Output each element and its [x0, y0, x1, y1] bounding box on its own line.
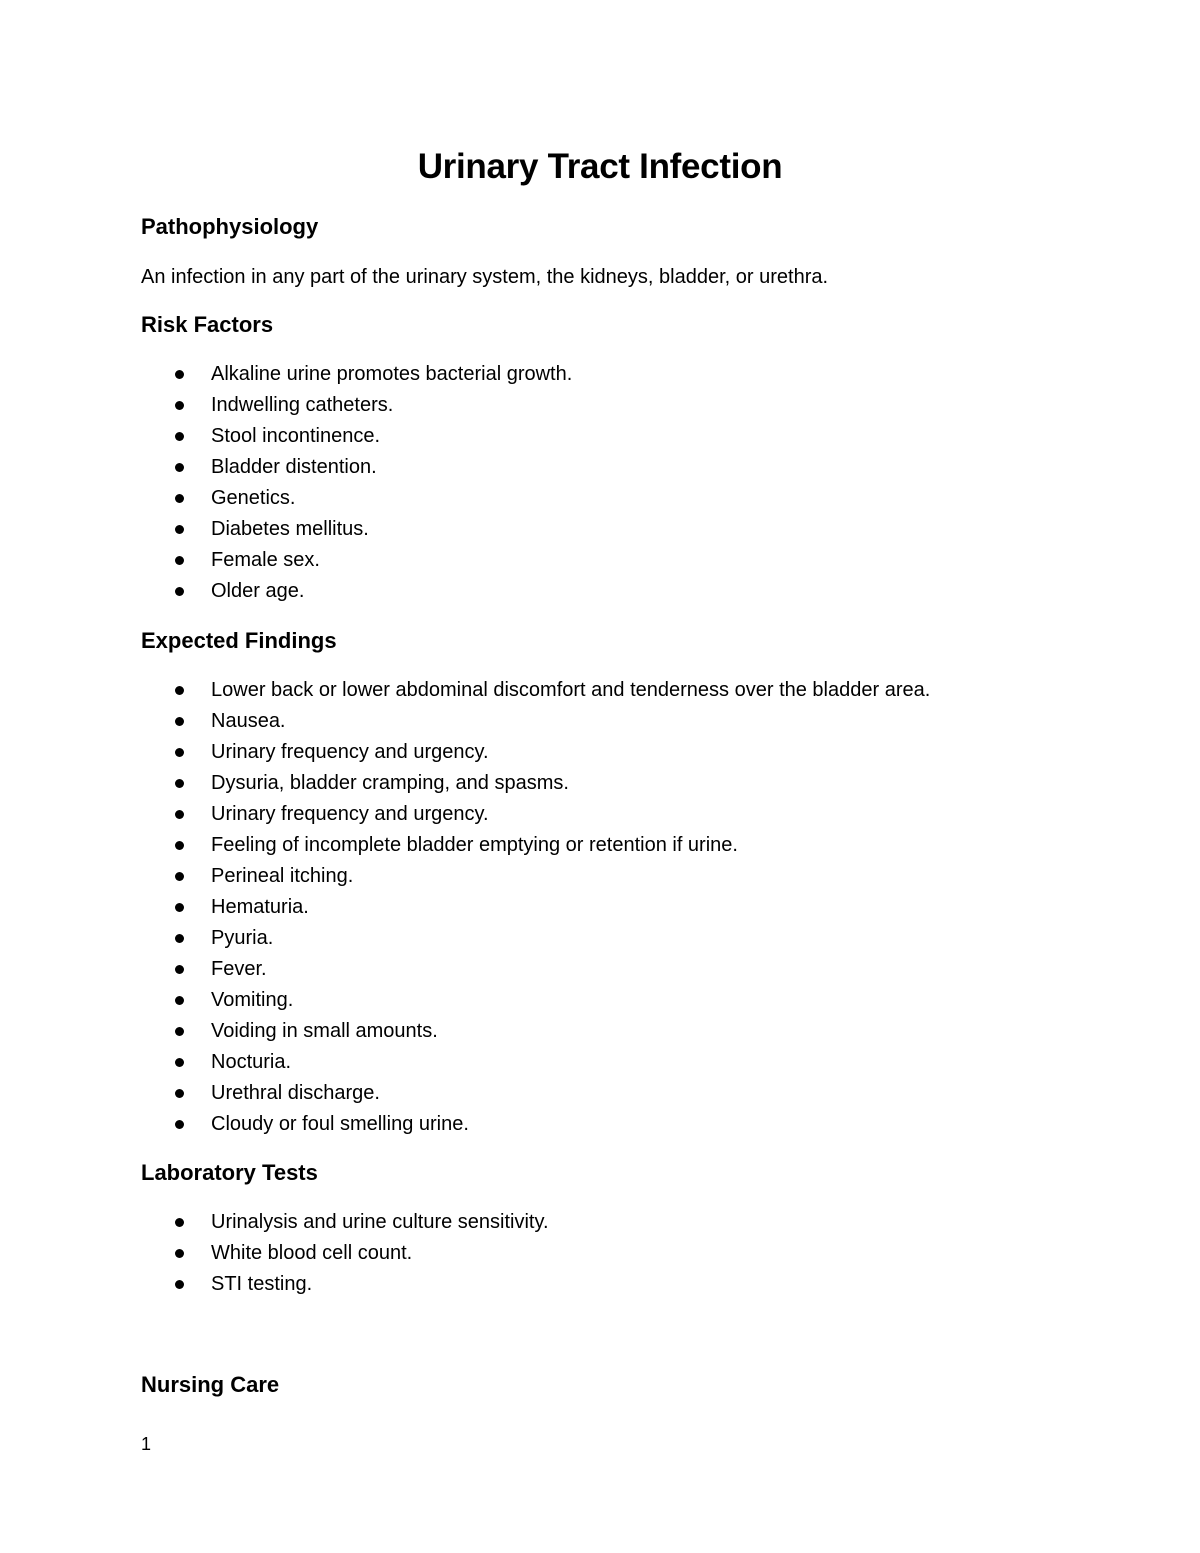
list-item	[0, 577, 572, 608]
list-item-text: Stool incontinence.	[211, 425, 381, 447]
list-item-text: Nocturia.	[211, 1051, 292, 1073]
list-item-text: Urethral discharge.	[211, 1082, 380, 1104]
list-item	[0, 484, 572, 515]
bullet-icon	[175, 494, 184, 503]
list-item	[0, 360, 572, 391]
list-item-text: Urinalysis and urine culture sensitivity.	[211, 1211, 549, 1233]
list-item-text: Older age.	[211, 580, 305, 602]
list-item	[0, 831, 930, 862]
list-item-text: Genetics.	[211, 487, 296, 509]
bullet-icon	[175, 370, 184, 379]
bullet-icon	[175, 779, 184, 788]
list-item	[0, 955, 930, 986]
bullet-icon	[175, 841, 184, 850]
list-item-text: Fever.	[211, 958, 267, 980]
list-item	[0, 422, 572, 453]
list-item	[0, 862, 930, 893]
list-item-text: Urinary frequency and urgency.	[211, 741, 489, 763]
list-item-text: Alkaline urine promotes bacterial growth.	[211, 363, 573, 385]
bullet-icon	[175, 463, 184, 472]
bullet-icon	[175, 810, 184, 819]
list-item-text: Female sex.	[211, 549, 320, 571]
list-item	[0, 1017, 930, 1048]
list-item-text: Feeling of incomplete bladder emptying or retention if urine.	[211, 834, 738, 856]
list-item-text: Perineal itching.	[211, 865, 354, 887]
list-item	[0, 453, 572, 484]
bullet-icon	[175, 996, 184, 1005]
list-item	[0, 800, 930, 831]
bullet-icon	[175, 934, 184, 943]
bullet-icon	[175, 1089, 184, 1098]
heading-pathophysiology: Pathophysiology	[141, 214, 319, 239]
bullet-icon	[175, 525, 184, 534]
list-item-text: Lower back or lower abdominal discomfort and tenderness over the bladder area.	[211, 679, 931, 701]
list-item-text: Bladder distention.	[211, 456, 377, 478]
heading-risk-factors: Risk Factors	[141, 312, 274, 337]
laboratory-tests-list	[0, 1208, 549, 1301]
list-item-text: White blood cell count.	[211, 1242, 413, 1264]
bullet-icon	[175, 686, 184, 695]
list-item	[0, 707, 930, 738]
list-item-text: Voiding in small amounts.	[211, 1020, 438, 1042]
bullet-icon	[175, 872, 184, 881]
list-item	[0, 1239, 549, 1270]
bullet-icon	[175, 1218, 184, 1227]
bullet-icon	[175, 556, 184, 565]
list-item-text: Dysuria, bladder cramping, and spasms.	[211, 772, 569, 794]
list-item	[0, 676, 930, 707]
list-item	[0, 893, 930, 924]
list-item	[0, 1208, 549, 1239]
bullet-icon	[175, 432, 184, 441]
bullet-icon	[175, 1058, 184, 1067]
heading-laboratory-tests: Laboratory Tests	[141, 1160, 318, 1185]
bullet-icon	[175, 903, 184, 912]
list-item	[0, 546, 572, 577]
list-item	[0, 1048, 930, 1079]
list-item-text: Hematuria.	[211, 896, 309, 918]
list-item	[0, 1270, 549, 1301]
list-item	[0, 515, 572, 546]
expected-findings-list	[0, 676, 930, 1141]
list-item	[0, 1110, 930, 1141]
bullet-icon	[175, 1027, 184, 1036]
list-item	[0, 924, 930, 955]
bullet-icon	[175, 717, 184, 726]
list-item-text: Pyuria.	[211, 927, 274, 949]
bullet-icon	[175, 1120, 184, 1129]
heading-expected-findings: Expected Findings	[141, 628, 337, 653]
list-item	[0, 1079, 930, 1110]
list-item-text: Urinary frequency and urgency.	[211, 803, 489, 825]
list-item-text: STI testing.	[211, 1273, 313, 1295]
list-item	[0, 769, 930, 800]
bullet-icon	[175, 587, 184, 596]
bullet-icon	[175, 1280, 184, 1289]
page-number: 1	[141, 1434, 152, 1454]
bullet-icon	[175, 1249, 184, 1258]
list-item-text: Vomiting.	[211, 989, 294, 1011]
bullet-icon	[175, 401, 184, 410]
risk-factors-list	[0, 360, 572, 608]
list-item	[0, 986, 930, 1017]
bullet-icon	[175, 748, 184, 757]
bullet-icon	[175, 965, 184, 974]
list-item-text: Indwelling catheters.	[211, 394, 394, 416]
list-item-text: Nausea.	[211, 710, 286, 732]
list-item-text: Diabetes mellitus.	[211, 518, 369, 540]
list-item-text: Cloudy or foul smelling urine.	[211, 1113, 469, 1135]
document-title: Urinary Tract Infection	[417, 147, 783, 186]
list-item	[0, 391, 572, 422]
pathophysiology-text: An infection in any part of the urinary system, the kidneys, bladder, or urethra.	[141, 266, 829, 288]
heading-nursing-care: Nursing Care	[141, 1372, 280, 1397]
list-item	[0, 738, 930, 769]
